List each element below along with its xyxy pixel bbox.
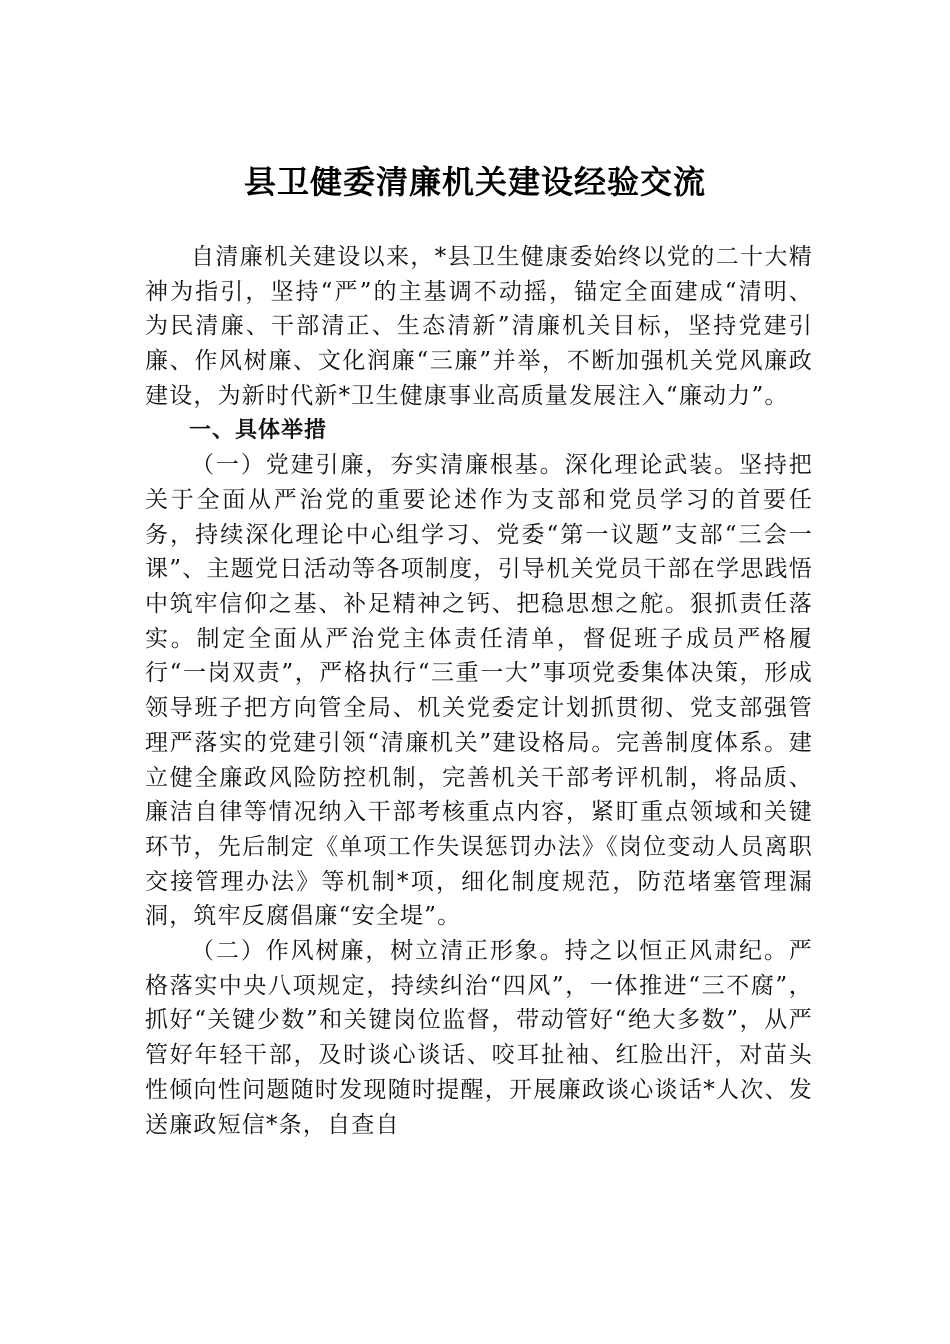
paragraph-party-building: （一）党建引廉，夯实清廉根基。深化理论武装。坚持把关于全面从严治党的重要论述作为支部和党员学习的首要任务，持续深化理论中心组学习、党委“第一议题”支部“三会一课”、主题党日活动等各项制度，引导机关党员干部在学思践悟中筑牢信仰之基、补足精神之钙、把稳思想之舵。狠抓责任落实。制定全面从严治党主体责任清单，督促班子成员严格履行“一岗双责”，严格执行“三重一大”事项党委集体决策，形成领导班子把方向管全局、机关党委定计划抓贯彻、党支部强管理严落实的党建引领“清廉机关”建设格局。完善制度体系。建立健全廉政风险防控机制，完善机关干部考评机制，将品质、廉洁自律等情况纳入干部考核重点内容，紧盯重点领域和关键环节，先后制定《单项工作失误惩罚办法》《岗位变动人员离职交接管理办法》等机制*项，细化制度规范，防范堵塞管理漏洞，筑牢反腐倡廉“安全堤”。 bbox=[145, 452, 813, 930]
paragraph-work-style: （二）作风树廉，树立清正形象。持之以恒正风肃纪。严格落实中央八项规定，持续纠治“四风”，一体推进“三不腐”，抓好“关键少数”和关键岗位监督，带动管好“绝大多数”，从严管好年轻干部，及时谈心谈话、咬耳扯袖、红脸出汗，对苗头性倾向性问题随时发现随时提醒，开展廉政谈心谈话*人次、发送廉政短信*条，自查自 bbox=[145, 938, 813, 1138]
intro-paragraph: 自清廉机关建设以来，*县卫生健康委始终以党的二十大精神为指引，坚持“严”的主基调不动摇，锚定全面建成“清明、为民清廉、干部清正、生态清新”清廉机关目标，坚持党建引廉、作风树廉、文化润廉“三廉”并举，不断加强机关党风廉政建设，为新时代新*卫生健康事业高质量发展注入“廉动力”。 bbox=[145, 244, 813, 409]
document-title: 县卫健委清廉机关建设经验交流 bbox=[243, 163, 706, 201]
document-body bbox=[145, 240, 813, 1142]
section-heading: 一、具体举措 bbox=[189, 417, 328, 443]
